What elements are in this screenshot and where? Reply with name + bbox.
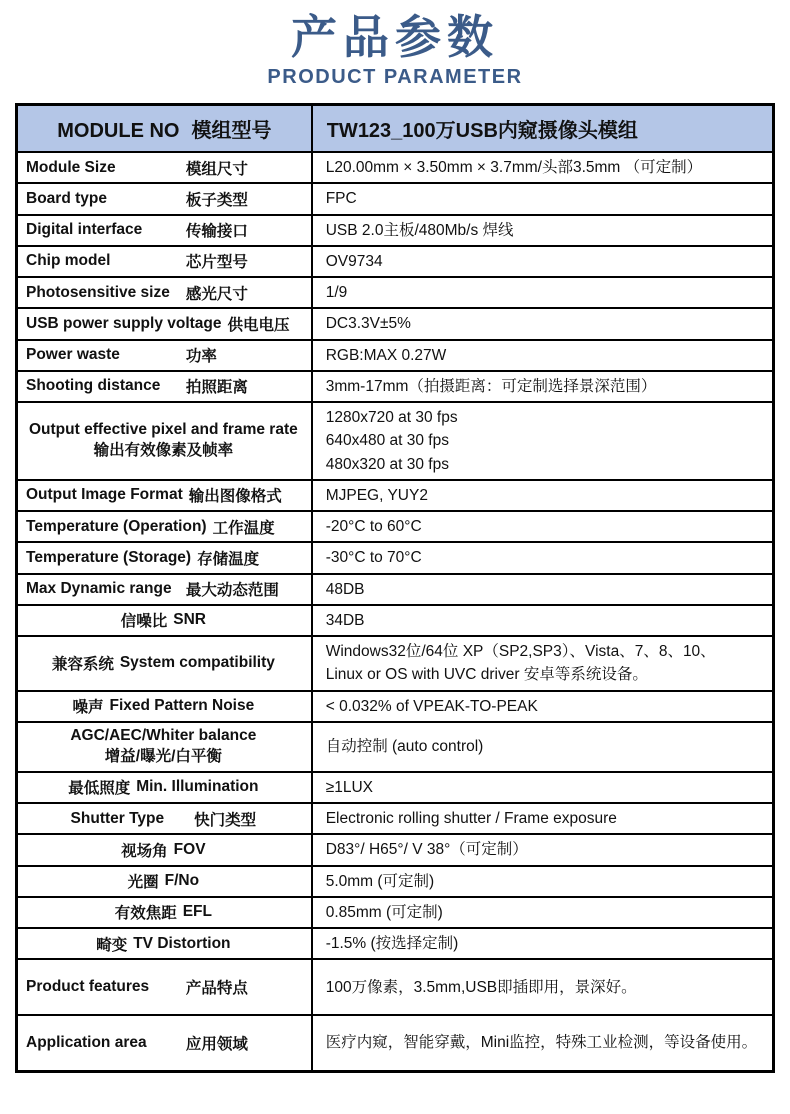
spec-value: -20°C to 60°C — [325, 518, 422, 536]
spec-value: D83°/ H65°/ V 38°（可定制） — [325, 841, 528, 859]
spec-value: ≥1LUX — [325, 778, 373, 796]
label-zh: 板子类型 — [185, 191, 248, 209]
label-zh: 工作温度 — [212, 519, 275, 537]
spec-row-output-pixel-frame-rate — [17, 402, 774, 480]
label-zh: 功率 — [185, 348, 217, 366]
label-zh: 信噪比 — [120, 613, 168, 631]
label-zh: 产品特点 — [185, 980, 248, 998]
label-zh: 视场角 — [121, 842, 168, 860]
module-no-value: TW123_100万USB内窥摄像头模组 — [326, 119, 638, 142]
spec-value-cell — [312, 691, 774, 722]
spec-row-f-no — [17, 866, 774, 897]
spec-value-cell — [312, 402, 774, 480]
spec-label-cell — [17, 1015, 312, 1071]
label-zh: 增益/曝光/白平衡 — [104, 747, 222, 765]
spec-value-cell — [312, 308, 774, 339]
spec-label-cell — [17, 803, 312, 834]
spec-value-cell — [312, 722, 774, 772]
spec-row-photosensitive-size — [17, 277, 774, 308]
spec-value: 3mm-17mm（拍摄距离：可定制选择景深范围） — [325, 377, 657, 395]
spec-value-cell — [312, 959, 774, 1015]
label-en: Output Image Format — [26, 486, 183, 504]
label-en: System compatibility — [119, 654, 275, 672]
spec-value-cell — [312, 183, 774, 214]
spec-label-cell — [17, 511, 312, 542]
spec-row-digital-interface — [17, 215, 774, 246]
label-zh: 感光尺寸 — [185, 285, 248, 303]
label-en: Board type — [26, 189, 107, 207]
spec-label-cell — [17, 636, 312, 691]
spec-value-cell — [312, 605, 774, 636]
label-zh: 模组尺寸 — [185, 160, 248, 178]
spec-value: -30°C to 70°C — [325, 549, 422, 567]
spec-value-cell — [312, 542, 774, 573]
spec-value-line: 480x320 at 30 fps — [325, 455, 449, 473]
spec-value-line: Windows32位/64位 XP（SP2,SP3）、Vista、7、8、10、 — [325, 643, 716, 661]
label-zh: 光圈 — [127, 874, 159, 892]
spec-value-cell — [312, 772, 774, 803]
module-no-value-cell — [312, 104, 774, 152]
module-no-header-cell — [17, 104, 312, 152]
spec-value: MJPEG, YUY2 — [325, 486, 428, 504]
spec-label-cell — [17, 340, 312, 371]
spec-label-cell — [17, 215, 312, 246]
label-zh: 有效焦距 — [114, 905, 177, 923]
spec-row-temperature-operation — [17, 511, 774, 542]
spec-value: 100万像素，3.5mm,USB即插即用，景深好。 — [325, 978, 637, 996]
spec-row-agc-aec-white-balance — [17, 722, 774, 772]
spec-value: OV9734 — [325, 252, 383, 270]
spec-label-cell — [17, 722, 312, 772]
spec-value-cell — [312, 152, 774, 183]
label-zh: 输出图像格式 — [188, 488, 282, 506]
label-en: Photosensitive size — [26, 283, 170, 301]
spec-row-output-image-format — [17, 480, 774, 511]
module-no-label-zh: 模组型号 — [191, 119, 272, 142]
spec-value: 5.0mm (可定制) — [325, 872, 435, 890]
spec-value-cell — [312, 803, 774, 834]
label-en: Product features — [26, 978, 150, 996]
label-zh: 芯片型号 — [185, 254, 248, 272]
spec-value: DC3.3V±5% — [325, 315, 411, 333]
label-en: FOV — [173, 840, 206, 858]
spec-value-cell — [312, 215, 774, 246]
spec-label-cell — [17, 542, 312, 573]
spec-value: -1.5% (按选择定制) — [325, 935, 459, 953]
spec-label-cell — [17, 277, 312, 308]
spec-value: USB 2.0主板/480Mb/s 焊线 — [325, 221, 514, 239]
label-en: AGC/AEC/Whiter balance — [70, 726, 257, 744]
spec-label-cell — [17, 897, 312, 928]
label-zh: 最大动态范围 — [185, 582, 279, 600]
spec-value-cell — [312, 574, 774, 605]
label-zh: 兼容系统 — [51, 656, 114, 674]
spec-row-fixed-pattern-noise — [17, 691, 774, 722]
label-zh: 拍照距离 — [185, 379, 248, 397]
label-en: Max Dynamic range — [26, 580, 172, 598]
spec-label-cell — [17, 308, 312, 339]
spec-value-cell — [312, 511, 774, 542]
spec-label-cell — [17, 959, 312, 1015]
label-zh: 应用领域 — [185, 1036, 248, 1054]
spec-value: Electronic rolling shutter / Frame exposure — [325, 810, 617, 828]
spec-value-cell — [312, 340, 774, 371]
spec-row-board-type — [17, 183, 774, 214]
label-zh: 供电电压 — [227, 316, 290, 334]
spec-label-cell — [17, 246, 312, 277]
label-en: Module Size — [26, 158, 116, 176]
spec-label-cell — [17, 480, 312, 511]
label-en: F/No — [164, 872, 200, 890]
label-en: Shooting distance — [26, 377, 161, 395]
label-en: Min. Illumination — [136, 778, 259, 796]
page-header — [0, 0, 790, 89]
spec-value: L20.00mm × 3.50mm × 3.7mm/头部3.5mm （可定制） — [325, 159, 703, 177]
spec-value-cell — [312, 246, 774, 277]
label-en: Application area — [26, 1034, 147, 1052]
spec-row-system-compatibility — [17, 636, 774, 691]
page-subtitle: PRODUCT PARAMETER — [267, 65, 523, 88]
label-en: Power waste — [26, 346, 120, 364]
spec-value-cell — [312, 866, 774, 897]
label-zh: 快门类型 — [194, 811, 257, 829]
spec-value: 0.85mm (可定制) — [325, 903, 443, 921]
label-en: Shutter Type — [70, 809, 165, 827]
label-en: Output effective pixel and frame rate — [28, 421, 298, 439]
spec-row-shooting-distance — [17, 371, 774, 402]
spec-value: 医疗内窥，智能穿戴，Mini监控，特殊工业检测，等设备使用。 — [325, 1034, 758, 1052]
spec-row-fov — [17, 834, 774, 865]
spec-value: FPC — [325, 190, 357, 208]
spec-row-shutter-type — [17, 803, 774, 834]
spec-value-line: 1280x720 at 30 fps — [325, 409, 458, 427]
label-en: Fixed Pattern Noise — [109, 697, 255, 715]
spec-value: 自动控制 (auto control) — [325, 738, 484, 756]
spec-value-cell — [312, 928, 774, 959]
spec-value: 1/9 — [325, 284, 348, 302]
spec-value-line: 640x480 at 30 fps — [325, 432, 449, 450]
spec-row-module-size — [17, 152, 774, 183]
label-en: SNR — [173, 611, 206, 629]
label-en: TV Distortion — [133, 934, 231, 952]
label-zh: 噪声 — [72, 699, 104, 717]
spec-label-cell — [17, 152, 312, 183]
spec-value-cell — [312, 371, 774, 402]
spec-value-cell — [312, 277, 774, 308]
spec-value: RGB:MAX 0.27W — [325, 346, 447, 364]
spec-value-cell — [312, 636, 774, 691]
label-en: Temperature (Operation) — [26, 517, 207, 535]
spec-label-cell — [17, 371, 312, 402]
label-zh: 最低照度 — [68, 780, 131, 798]
spec-row-product-features — [17, 959, 774, 1015]
label-zh: 传输接口 — [185, 223, 248, 241]
spec-value-cell — [312, 480, 774, 511]
spec-label-cell — [17, 866, 312, 897]
spec-row-usb-power-supply-voltage — [17, 308, 774, 339]
spec-value: 48DB — [325, 580, 365, 598]
spec-label-cell — [17, 605, 312, 636]
spec-label-cell — [17, 183, 312, 214]
label-en: USB power supply voltage — [26, 314, 222, 332]
spec-label-cell — [17, 574, 312, 605]
label-zh: 畸变 — [96, 936, 128, 954]
label-zh: 输出有效像素及帧率 — [93, 441, 234, 459]
spec-label-cell — [17, 834, 312, 865]
spec-row-max-dynamic-range — [17, 574, 774, 605]
spec-label-cell — [17, 928, 312, 959]
spec-value-line: Linux or OS with UVC driver 安卓等系统设备。 — [325, 666, 648, 684]
spec-value: < 0.032% of VPEAK-TO-PEAK — [325, 697, 538, 715]
spec-value-cell — [312, 1015, 774, 1071]
label-en: Digital interface — [26, 221, 143, 239]
page-title: 产品参数 — [291, 11, 499, 63]
spec-row-chip-model — [17, 246, 774, 277]
spec-value: 34DB — [325, 611, 365, 629]
spec-row-application-area — [17, 1015, 774, 1071]
spec-label-cell — [17, 691, 312, 722]
spec-table — [15, 103, 775, 1073]
spec-value-cell — [312, 834, 774, 865]
label-en: EFL — [182, 903, 212, 921]
spec-row-temperature-storage — [17, 542, 774, 573]
label-zh: 存储温度 — [197, 550, 260, 568]
spec-row-tv-distortion — [17, 928, 774, 959]
spec-label-cell — [17, 772, 312, 803]
spec-row-power-waste — [17, 340, 774, 371]
spec-row-snr — [17, 605, 774, 636]
label-en: Temperature (Storage) — [26, 548, 192, 566]
table-header-row — [17, 104, 774, 152]
spec-row-efl — [17, 897, 774, 928]
spec-value-cell — [312, 897, 774, 928]
label-en: Chip model — [26, 252, 111, 270]
spec-label-cell — [17, 402, 312, 480]
module-no-label-en: MODULE NO — [57, 119, 180, 142]
spec-row-min-illumination — [17, 772, 774, 803]
